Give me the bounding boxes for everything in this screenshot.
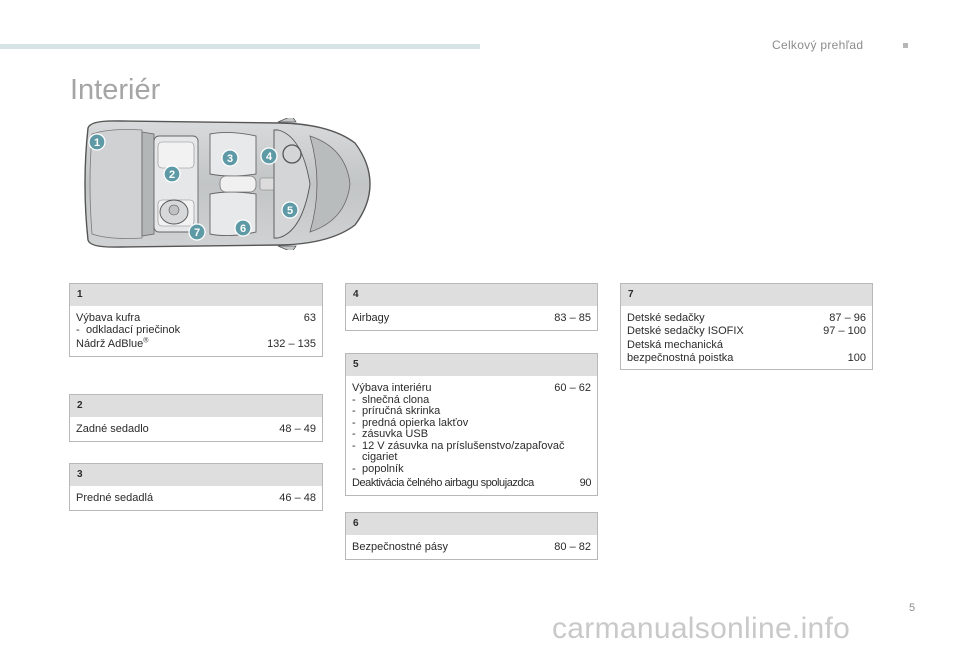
entry-row: Airbagy 83 – 85: [352, 312, 591, 324]
svg-text:3: 3: [226, 153, 234, 165]
entry-row: bezpečnostná poistka 100: [627, 351, 866, 364]
entry-row: Výbava kufra 63: [76, 312, 316, 324]
page-title: Interiér: [70, 74, 161, 106]
entry-row: Bezpečnostné pásy 80 – 82: [352, 541, 591, 553]
entry-row: Detské sedačky ISOFIX 97 – 100: [627, 324, 866, 337]
entry-row: Deaktivácia čelného airbagu spolujazdca 90: [352, 477, 591, 489]
sub-item: - 12 V zásuvka na príslušenstvo/zapaľovač: [352, 439, 565, 452]
box-7: [620, 283, 873, 370]
entry-row: Detská mechanická: [627, 339, 723, 351]
callout-6: [235, 220, 251, 236]
box-number: 3: [70, 464, 322, 486]
sub-item: - predná opierka lakťov: [352, 416, 469, 429]
sub-item: - zásuvka USB: [352, 428, 429, 440]
entry-row: Detské sedačky 87 – 96: [627, 312, 866, 324]
svg-text:6: 6: [239, 223, 247, 235]
sub-item: - odkladací priečinok: [76, 323, 181, 336]
sub-item: - popolník: [352, 462, 404, 475]
box-5: [345, 353, 598, 496]
sub-item-continuation: cigariet: [362, 451, 398, 463]
box-1: [69, 283, 323, 357]
callout-5: [282, 202, 298, 218]
box-number: 7: [621, 284, 872, 306]
sub-item: - príručná skrinka: [352, 405, 441, 417]
entry-row: Nádrž AdBlue® 132 – 135: [76, 337, 316, 350]
box-3: [69, 463, 323, 511]
section-title: Celkový prehľad: [772, 38, 864, 52]
box-number: 4: [346, 284, 597, 306]
entry-row: Predné sedadlá 46 – 48: [76, 492, 316, 504]
svg-text:7: 7: [193, 227, 201, 239]
box-number: 5: [346, 354, 597, 376]
callout-1: [89, 134, 105, 150]
callout-7: [189, 224, 205, 240]
section-marker: [903, 43, 908, 48]
header-rule: [0, 44, 480, 49]
sub-item: - slnečná clona: [352, 393, 430, 406]
box-number: 2: [70, 395, 322, 417]
svg-text:2: 2: [168, 169, 176, 181]
svg-text:4: 4: [265, 151, 273, 163]
entry-row: Výbava interiéru 60 – 62: [352, 382, 591, 394]
svg-text:1: 1: [93, 137, 101, 149]
box-number: 1: [70, 284, 322, 306]
svg-text:5: 5: [286, 205, 294, 217]
box-2: [69, 394, 323, 442]
callout-2: [164, 166, 180, 182]
watermark: carmanualsonline.info: [552, 612, 851, 645]
box-number: 6: [346, 513, 597, 535]
entry-row: Zadné sedadlo 48 – 49: [76, 423, 316, 435]
page-number: 5: [909, 602, 916, 614]
callout-4: [261, 148, 277, 164]
box-6: [345, 512, 598, 560]
car-interior-illustration: [80, 118, 372, 250]
callout-3: [222, 150, 238, 166]
box-4: [345, 283, 598, 331]
